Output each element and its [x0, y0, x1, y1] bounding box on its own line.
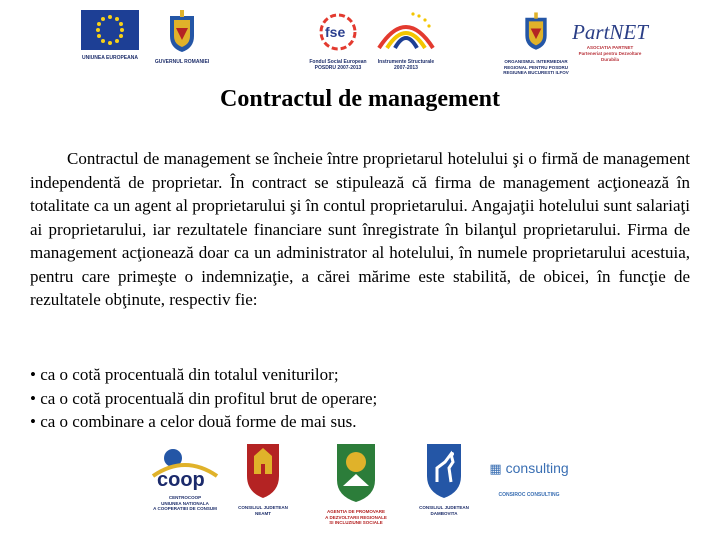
dambovita-council-logo — [412, 440, 476, 516]
dambovita-caption: CONSILIUL JUDETEAN DAMBOVITA — [419, 505, 469, 516]
structural-instruments-icon — [371, 10, 441, 54]
coop-brand: coop — [157, 469, 205, 490]
page-title: Contractul de management — [220, 86, 500, 112]
centrocoop-logo — [145, 446, 225, 512]
government-caption: GUVERNUL ROMANIEI — [154, 59, 210, 65]
agentia-logo — [316, 440, 396, 526]
body-paragraph: Contractul de management se încheie între proprietarul hotelului şi o firmă de management independentă de proprietar. În contract se stipulează că firma de management acţionează în totalitate ca un agent al proprietarului şi în contul proprietarului. Angajaţii hotelului sunt salariaţi ai proprietarului, iar rezultatele financiare sunt înregistrate în bilanţul proprietarului. Firma de management acţionează doar ca un administrator al hotelului, în numele proprietarului acestuia, pentru care primeşte o indemnizaţie, a cărei mărime este stabilită, de obicei, în funcţie de rezultatele obţinute, respectiv fie: — [30, 149, 690, 309]
agentia-emblem-icon — [331, 440, 381, 504]
footer-logos — [0, 440, 720, 536]
consulting-grid-icon: ▦ — [489, 461, 502, 476]
consulting-caption: CONSIROC CONSULTING — [498, 492, 560, 498]
eu-caption: UNIUNEA EUROPEANA — [82, 55, 138, 61]
consulting-brand: consulting — [505, 460, 569, 476]
fee-options-list — [30, 363, 690, 434]
list-item: • ca o cotă procentuală din profitul brut de operare; — [30, 387, 690, 411]
coat-of-arms-icon — [164, 10, 200, 54]
header-logos — [0, 10, 720, 78]
fse-caption: Fondul Social European POSDRU 2007-2013 — [309, 59, 367, 71]
intermediate-body-caption: ORGANISMUL INTERMEDIAR REGIONAL PENTRU POSDRU REGIUNEA BUCURESTI ILFOV — [503, 59, 569, 75]
svg-text:fse: fse — [325, 24, 346, 40]
coop-caption: CENTROCOOP UNIUNEA NATIONALA A COOPERATIEI DE CONSUM — [153, 495, 217, 511]
structural-instruments-logo — [366, 10, 446, 71]
government-logo — [150, 10, 214, 65]
partnet-brand: PartNET — [572, 20, 648, 44]
neamt-caption: CONSILIUL JUDETEAN NEAMT — [238, 505, 288, 516]
list-item: • ca o combinare a celor două forme de mai sus. — [30, 410, 690, 434]
structural-instruments-caption: Instrumente Structurale 2007-2013 — [377, 59, 435, 71]
eu-logo — [80, 10, 140, 61]
consiroc-logo — [484, 460, 574, 498]
neamt-shield-icon — [243, 440, 283, 500]
coat-of-arms-icon — [520, 10, 552, 54]
coop-emblem-icon — [147, 446, 223, 490]
fse-emblem-icon — [315, 10, 361, 54]
neamt-council-logo — [232, 440, 294, 516]
list-item: • ca o cotă procentuală din totalul veniturilor; — [30, 363, 690, 387]
eu-flag-icon — [81, 10, 139, 50]
intermediate-body-logo — [498, 10, 574, 76]
partnet-caption: ASOCIATIA PARTNET Parteneriat pentru Dezvoltare Durabila — [578, 45, 642, 62]
dambovita-shield-icon — [423, 440, 465, 500]
partnet-logo — [572, 20, 648, 63]
consiroc-mark — [484, 460, 574, 478]
agentia-caption: AGENTIA DE PROMOVARE A DEZVOLTARII REGIONALE SI INCLUZIUNII SOCIALE — [325, 509, 387, 525]
